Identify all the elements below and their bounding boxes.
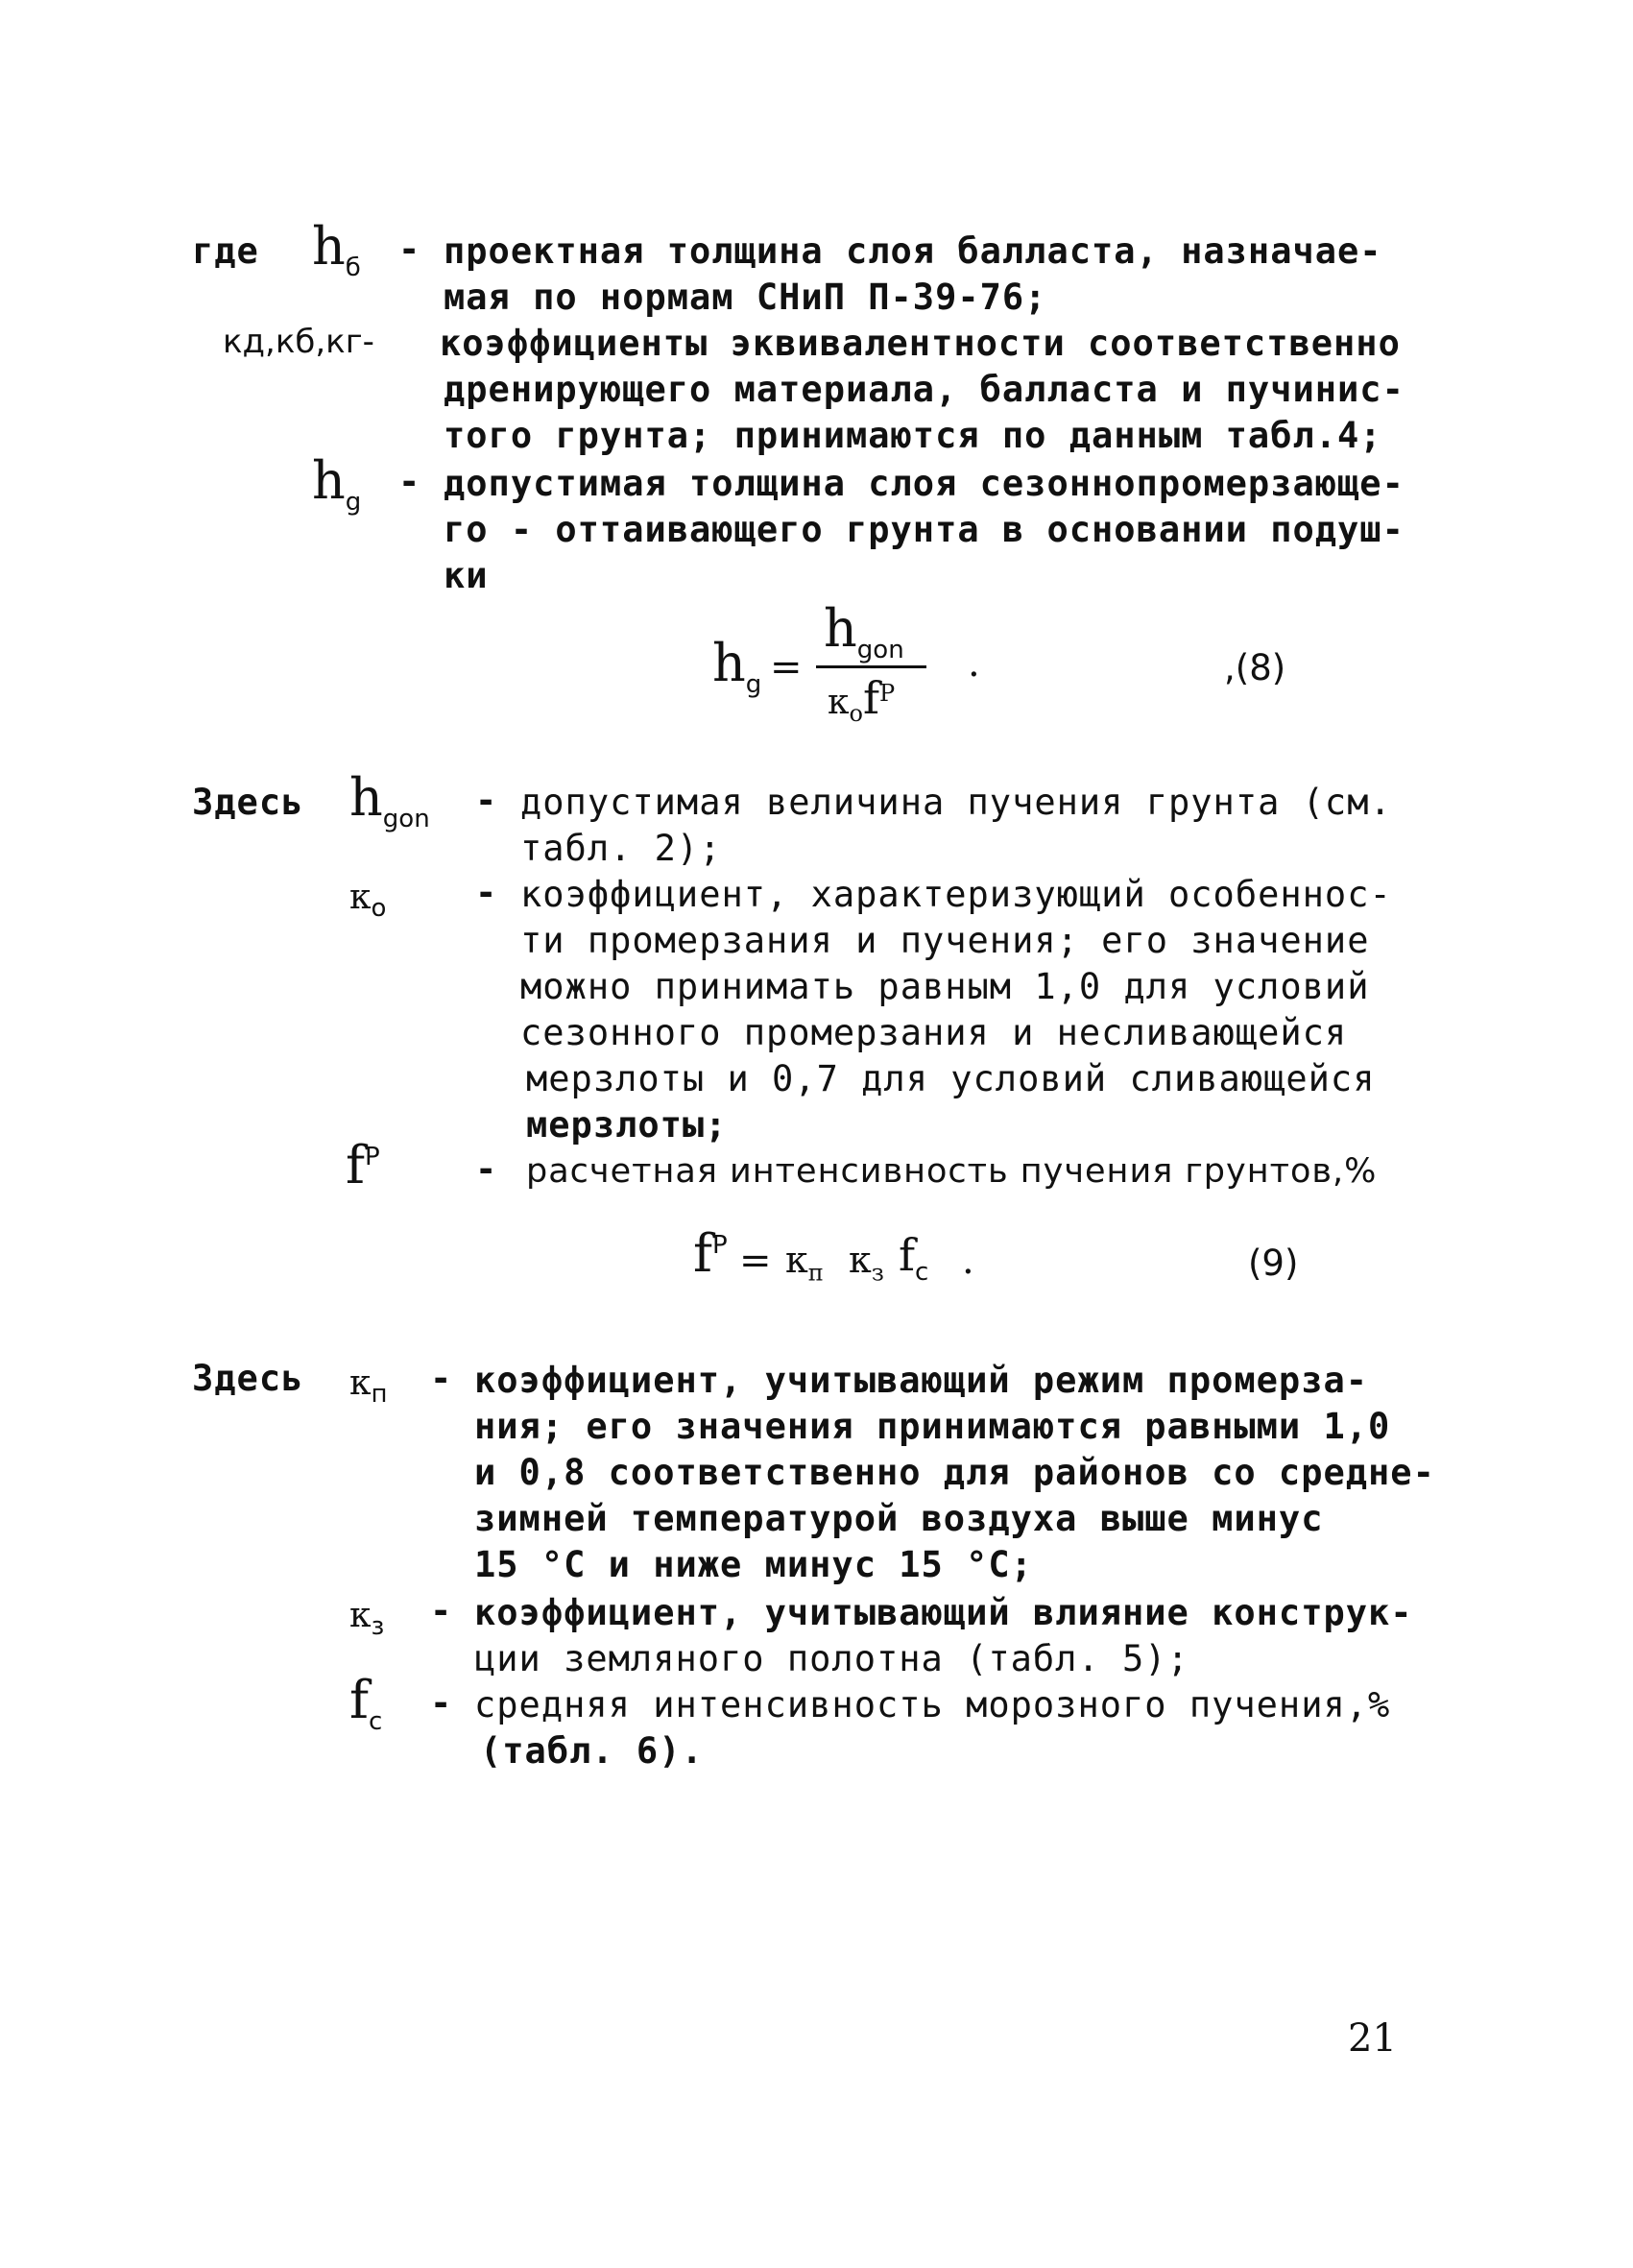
definition-line: ти промерзания и пучения; его значение bbox=[520, 920, 1370, 961]
definition-line: допустимая величина пучения грунта (см. bbox=[520, 782, 1392, 823]
definition-dash: - bbox=[430, 1358, 452, 1399]
definition-line: ния; его значения принимаются равными 1,0 bbox=[474, 1406, 1391, 1447]
definition-line: сезонного промерзания и несливающейся bbox=[520, 1012, 1348, 1053]
definition-line: проектная толщина слоя балласта, назначае- bbox=[444, 230, 1382, 272]
definition-line: коэффициент, учитывающий влияние конструк- bbox=[474, 1592, 1413, 1633]
definition-line: допустимая толщина слоя сезоннопромерзающе- bbox=[444, 463, 1405, 504]
symbol-kd-kb-kg: кд,кб,кг- bbox=[223, 323, 374, 361]
definition-line: средняя интенсивность морозного пучения,% bbox=[474, 1684, 1391, 1725]
formula9-lhs: $f^P$ bbox=[693, 1223, 728, 1284]
formula8-lhs: $h_g$ bbox=[712, 633, 762, 699]
formula8-denominator: $к_оf^P$ bbox=[828, 672, 896, 728]
symbol-h-b: $h_б$ bbox=[312, 216, 361, 282]
symbol-k-p: $к_п$ bbox=[349, 1363, 388, 1410]
definition-line: мерзлоты и 0,7 для условий сливающейся bbox=[526, 1058, 1376, 1099]
lead-word-gde: где bbox=[192, 230, 259, 272]
definition-line: зимней температурой воздуха выше минус bbox=[474, 1498, 1324, 1539]
formula9-dot: . bbox=[962, 1239, 974, 1283]
formula9-number: (9) bbox=[1248, 1243, 1299, 1284]
formula8-equals: = bbox=[770, 645, 803, 689]
formula8-number: ,(8) bbox=[1224, 647, 1286, 688]
formula9-f-c: $f_с$ bbox=[899, 1229, 929, 1288]
definition-dash: - bbox=[475, 872, 497, 913]
formula9-equals: = bbox=[739, 1239, 772, 1283]
symbol-f-c: $f_с$ bbox=[349, 1670, 383, 1736]
page-number: 21 bbox=[1348, 2016, 1397, 2061]
definition-line: можно принимать равным 1,0 для условий bbox=[520, 966, 1370, 1007]
definition-line: табл. 2); bbox=[520, 828, 722, 869]
formula8-numerator: $h_{gon}$ bbox=[824, 598, 904, 664]
definition-dash: - bbox=[398, 229, 420, 270]
formula9-k-z: $к_з$ bbox=[849, 1239, 884, 1287]
lead-word-zdes: Здесь bbox=[192, 782, 304, 823]
definition-line: ции земляного полотна (табл. 5); bbox=[474, 1638, 1189, 1679]
definition-dash: - bbox=[430, 1590, 452, 1631]
formula9-k-p: $к_п$ bbox=[785, 1239, 824, 1287]
symbol-h-g: $h_g$ bbox=[312, 450, 362, 517]
symbol-h-gon: $h_{gon}$ bbox=[349, 767, 430, 833]
definition-line: ки bbox=[444, 555, 489, 596]
definition-line: го - оттаивающего грунта в основании подуш- bbox=[444, 509, 1405, 550]
definition-line: коэффициент, характеризующий особеннос- bbox=[520, 874, 1392, 915]
lead-word-zdes: Здесь bbox=[192, 1358, 304, 1399]
definition-line: 15 °С и ниже минус 15 °С; bbox=[474, 1544, 1033, 1585]
definition-line: расчетная интенсивность пучения грунтов,% bbox=[526, 1152, 1378, 1191]
definition-line: (табл. 6). bbox=[480, 1730, 704, 1772]
definition-dash: - bbox=[398, 461, 420, 502]
formula8-fraction-bar bbox=[816, 665, 926, 668]
symbol-k-o: $к_о$ bbox=[349, 878, 387, 924]
definition-dash: - bbox=[475, 1148, 497, 1190]
definition-dash: - bbox=[475, 780, 497, 821]
definition-line: мая по нормам СНиП П-39-76; bbox=[444, 277, 1047, 318]
definition-line: и 0,8 соответственно для районов со средне- bbox=[474, 1452, 1435, 1493]
definition-line: мерзлоты; bbox=[526, 1104, 728, 1146]
definition-line: коэффициент, учитывающий режим промерза- bbox=[474, 1360, 1369, 1401]
definition-line: того грунта; принимаются по данным табл.4; bbox=[444, 415, 1382, 456]
formula8-dot: . bbox=[968, 641, 980, 686]
definition-line: дренирующего материала, балласта и пучинис- bbox=[444, 369, 1405, 410]
definition-dash: - bbox=[430, 1682, 452, 1724]
definition-line: коэффициенты эквивалентности соответственно bbox=[440, 323, 1401, 364]
symbol-f-p: $f^P$ bbox=[346, 1135, 380, 1195]
symbol-k-z: $к_з$ bbox=[349, 1596, 385, 1642]
